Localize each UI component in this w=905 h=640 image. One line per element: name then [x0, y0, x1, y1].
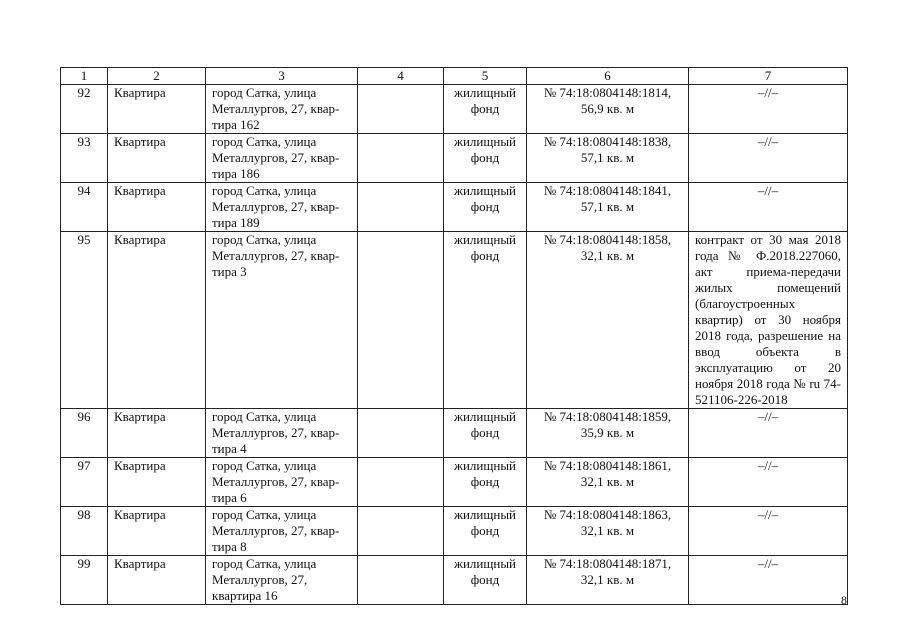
cadastre-cell	[527, 458, 689, 507]
basis-cell: –//–	[689, 134, 848, 183]
address-line: тира 8	[212, 539, 247, 554]
row-number-cell: 96	[61, 409, 108, 458]
cadastre-line: 57,1 кв. м	[580, 199, 635, 214]
basis-cell: –//–	[689, 507, 848, 556]
cadastre-line: 32,1 кв. м	[580, 572, 635, 587]
address-line: Металлургов, 27, квар-	[212, 150, 340, 165]
address-line: город Сатка, улица	[212, 134, 317, 149]
column-4-cell	[358, 556, 444, 605]
cadastre-cell	[527, 507, 689, 556]
address-cell	[206, 507, 358, 556]
address-line: Металлургов, 27, квар-	[212, 474, 340, 489]
purpose-line: фонд	[470, 199, 500, 214]
address-line: тира 3	[212, 264, 247, 279]
table-row	[61, 85, 848, 134]
purpose-cell	[444, 85, 527, 134]
column-header: 3	[206, 68, 358, 85]
address-line: Металлургов, 27, квар-	[212, 523, 340, 538]
table-row	[61, 458, 848, 507]
purpose-line: жилищный	[453, 409, 517, 424]
cadastre-line: № 74:18:0804148:1863,	[543, 507, 672, 522]
address-line: Металлургов, 27, квар-	[212, 199, 340, 214]
address-line: тира 186	[212, 166, 260, 181]
basis-cell: –//–	[689, 409, 848, 458]
address-cell	[206, 458, 358, 507]
purpose-cell	[444, 134, 527, 183]
address-line: квартира 16	[212, 588, 278, 603]
object-type-cell: Квартира	[108, 183, 206, 232]
address-line: город Сатка, улица	[212, 85, 317, 100]
cadastre-line: № 74:18:0804148:1838,	[543, 134, 672, 149]
address-line: город Сатка, улица	[212, 458, 317, 473]
cadastre-line: № 74:18:0804148:1858,	[543, 232, 672, 247]
purpose-cell	[444, 232, 527, 409]
object-type-cell: Квартира	[108, 458, 206, 507]
cadastre-line: № 74:18:0804148:1859,	[543, 409, 672, 424]
address-line: город Сатка, улица	[212, 507, 317, 522]
object-type-cell: Квартира	[108, 556, 206, 605]
cadastre-line: 32,1 кв. м	[580, 523, 635, 538]
purpose-cell	[444, 183, 527, 232]
purpose-line: жилищный	[453, 134, 517, 149]
address-line: Металлургов, 27,	[212, 572, 308, 587]
column-header: 7	[689, 68, 848, 85]
table-row	[61, 134, 848, 183]
address-line: тира 4	[212, 441, 247, 456]
row-number-cell: 97	[61, 458, 108, 507]
cadastre-cell	[527, 556, 689, 605]
cadastre-cell	[527, 85, 689, 134]
cadastre-line: № 74:18:0804148:1871,	[543, 556, 672, 571]
column-header: 6	[527, 68, 689, 85]
purpose-line: жилищный	[453, 507, 517, 522]
basis-cell: контракт от 30 мая 2018 года № Ф.2018.227060, акт приема-передачи жилых помещений (благоустроенных квартир) от 30 ноября 2018 года, разрешение на ввод объекта в эксплуатацию от 20 ноября 2018 года № ru 74-521106-226-2018	[689, 232, 848, 409]
purpose-cell	[444, 409, 527, 458]
purpose-line: жилищный	[453, 556, 517, 571]
column-4-cell	[358, 183, 444, 232]
purpose-cell	[444, 556, 527, 605]
purpose-line: жилищный	[453, 85, 517, 100]
purpose-cell	[444, 458, 527, 507]
column-4-cell	[358, 232, 444, 409]
purpose-cell	[444, 507, 527, 556]
cadastre-cell	[527, 134, 689, 183]
address-cell	[206, 232, 358, 409]
table-row	[61, 409, 848, 458]
row-number-cell: 92	[61, 85, 108, 134]
column-4-cell	[358, 409, 444, 458]
object-type-cell: Квартира	[108, 507, 206, 556]
object-type-cell: Квартира	[108, 134, 206, 183]
address-line: Металлургов, 27, квар-	[212, 248, 340, 263]
cadastre-line: 32,1 кв. м	[580, 248, 635, 263]
purpose-line: фонд	[470, 474, 500, 489]
address-line: тира 162	[212, 117, 260, 132]
address-line: город Сатка, улица	[212, 232, 317, 247]
table-row	[61, 183, 848, 232]
address-cell	[206, 183, 358, 232]
address-line: город Сатка, улица	[212, 556, 317, 571]
cadastre-line: 56,9 кв. м	[580, 101, 635, 116]
cadastre-line: № 74:18:0804148:1814,	[543, 85, 672, 100]
address-cell	[206, 409, 358, 458]
purpose-line: фонд	[470, 150, 500, 165]
cadastre-cell	[527, 183, 689, 232]
page-number: 8	[841, 593, 847, 607]
address-line: Металлургов, 27, квар-	[212, 101, 340, 116]
column-header: 5	[444, 68, 527, 85]
cadastre-line: № 74:18:0804148:1841,	[543, 183, 672, 198]
cadastre-line: 35,9 кв. м	[580, 425, 635, 440]
row-number-cell: 94	[61, 183, 108, 232]
cadastre-line: 32,1 кв. м	[580, 474, 635, 489]
address-cell	[206, 134, 358, 183]
table-row	[61, 507, 848, 556]
basis-cell: –//–	[689, 556, 848, 605]
basis-cell: –//–	[689, 458, 848, 507]
purpose-line: фонд	[470, 248, 500, 263]
basis-cell: –//–	[689, 183, 848, 232]
address-line: город Сатка, улица	[212, 409, 317, 424]
row-number-cell: 95	[61, 232, 108, 409]
registry-table	[60, 67, 848, 605]
table-row	[61, 556, 848, 605]
column-4-cell	[358, 507, 444, 556]
column-4-cell	[358, 85, 444, 134]
basis-cell: –//–	[689, 85, 848, 134]
object-type-cell: Квартира	[108, 409, 206, 458]
address-cell	[206, 556, 358, 605]
column-header: 1	[61, 68, 108, 85]
purpose-line: жилищный	[453, 232, 517, 247]
address-line: город Сатка, улица	[212, 183, 317, 198]
purpose-line: жилищный	[453, 183, 517, 198]
header-row	[61, 68, 848, 85]
address-cell	[206, 85, 358, 134]
cadastre-cell	[527, 409, 689, 458]
column-4-cell	[358, 134, 444, 183]
purpose-line: фонд	[470, 101, 500, 116]
column-header: 2	[108, 68, 206, 85]
cadastre-line: № 74:18:0804148:1861,	[543, 458, 672, 473]
column-4-cell	[358, 458, 444, 507]
row-number-cell: 98	[61, 507, 108, 556]
purpose-line: фонд	[470, 523, 500, 538]
purpose-line: жилищный	[453, 458, 517, 473]
column-header: 4	[358, 68, 444, 85]
object-type-cell: Квартира	[108, 232, 206, 409]
address-line: тира 189	[212, 215, 260, 230]
cadastre-cell	[527, 232, 689, 409]
table-row	[61, 232, 848, 409]
object-type-cell: Квартира	[108, 85, 206, 134]
address-line: Металлургов, 27, квар-	[212, 425, 340, 440]
purpose-line: фонд	[470, 425, 500, 440]
row-number-cell: 93	[61, 134, 108, 183]
address-line: тира 6	[212, 490, 247, 505]
purpose-line: фонд	[470, 572, 500, 587]
row-number-cell: 99	[61, 556, 108, 605]
cadastre-line: 57,1 кв. м	[580, 150, 635, 165]
